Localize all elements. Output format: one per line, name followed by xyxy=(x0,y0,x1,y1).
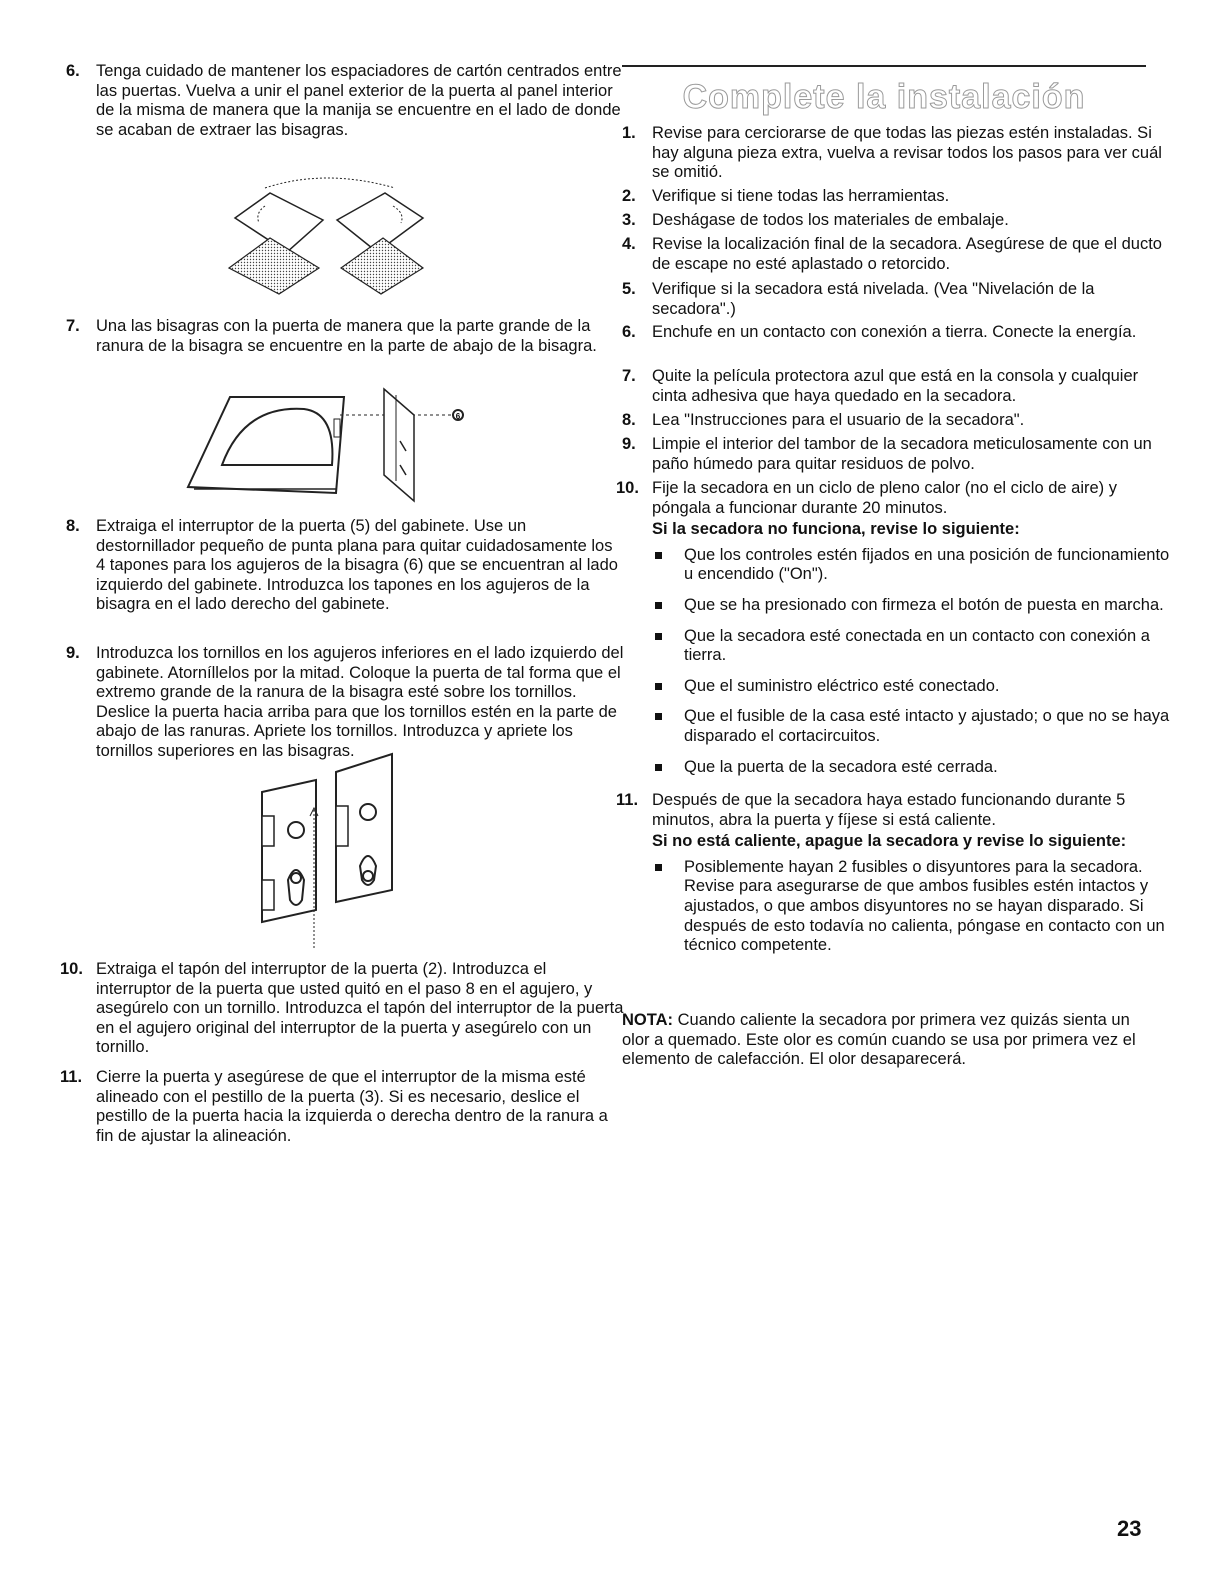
step-4-right xyxy=(622,235,1176,274)
step-number: 9. xyxy=(66,644,80,662)
step-text: Fije la secadora en un ciclo de pleno calor (no el ciclo de aire) y póngala a funcionar durante 20 minutos. xyxy=(652,479,1117,517)
figure-callout: 6 xyxy=(455,412,461,421)
step-text: Cierre la puerta y asegúrese de que el interruptor de la misma esté alineado con el pestillo de la puerta (3). Si es necesario, deslice el pestillo de la puerta hacia la izquierda o derecha dentro de la ranura a fin de ajustar la alineación. xyxy=(96,1068,608,1145)
step-8-right xyxy=(622,411,1176,431)
hinge-door-illustration xyxy=(184,385,484,505)
page-number: 23 xyxy=(1117,1516,1142,1541)
note-paragraph xyxy=(622,1011,1146,1070)
list-item: Posiblemente hayan 2 fusibles o disyuntores para la secadora. Revise para asegurarse de que ambos fusibles estén intactos y ajustados, o que ambos disyuntores no se hayan disparado. Si después de esto todavía no calienta, póngase en contacto con un técnico competente. xyxy=(652,858,1176,956)
hinges-screws-illustration xyxy=(256,750,406,950)
step-text: Extraiga el tapón del interruptor de la puerta (2). Introduzca el interruptor de la puerta que usted quitó en el paso 8 en el agujero, y asegúrelo con un tornillo. Introduzca el tapón del interruptor de la puerta en el agujero original del interruptor de la puerta y asegúrelo con un tornillo. xyxy=(96,960,624,1057)
step-7-right xyxy=(622,367,1176,406)
troubleshoot-heading: Si no está caliente, apague la secadora y revise lo siguiente: xyxy=(652,832,1127,851)
step-number: 2. xyxy=(622,187,636,205)
step-text: Revise para cerciorarse de que todas las piezas estén instaladas. Si hay alguna pieza extra, vuelva a revisar todos los pasos para ver cuál se omitió. xyxy=(652,124,1162,182)
step-text: Lea "Instrucciones para el usuario de la secadora". xyxy=(652,411,1025,429)
step-number: 8. xyxy=(622,411,636,429)
door-panels-illustration xyxy=(225,168,435,300)
list-item: Que el suministro eléctrico esté conectado. xyxy=(652,677,1176,697)
section-rule xyxy=(622,65,1146,67)
step-text: Introduzca los tornillos en los agujeros inferiores en el lado izquierdo del gabinete. Atorníllelos por la mitad. Coloque la puerta de tal forma que el extremo grande de la ranura de la bisagra esté sobre los tornillos. Deslice la puerta hacia arriba para que los tornillos estén en la parte de abajo de las ranuras. Apriete los tornillos. Introduzca y apriete los tornillos superiores en las bisagras. xyxy=(96,644,624,760)
step-10-right xyxy=(616,479,1176,788)
step-8-left xyxy=(66,517,624,615)
step-number: 8. xyxy=(66,517,80,535)
section-title: Complete la instalación xyxy=(682,78,1086,116)
step-number: 9. xyxy=(622,435,636,453)
step-1-right xyxy=(622,124,1176,183)
step-text: Después de que la secadora haya estado funcionando durante 5 minutos, abra la puerta y fíjese si está caliente. xyxy=(652,791,1126,829)
step-text: Limpie el interior del tambor de la secadora meticulosamente con un paño húmedo para quitar residuos de polvo. xyxy=(652,435,1152,473)
step-6-right xyxy=(622,323,1176,343)
step-number: 10. xyxy=(616,479,639,497)
step-number: 5. xyxy=(622,280,636,298)
bullet-list xyxy=(652,546,1176,777)
step-text: Tenga cuidado de mantener los espaciadores de cartón centrados entre las puertas. Vuelva a unir el panel exterior de la puerta al panel interior de la misma de manera que la manija se encuentre en el lado de donde se acaban de extraer las bisagras. xyxy=(96,62,622,139)
step-text: Enchufe en un contacto con conexión a tierra. Conecte la energía. xyxy=(652,323,1137,341)
step-9-right xyxy=(622,435,1176,474)
step-11-right xyxy=(616,791,1176,967)
step-number: 11. xyxy=(616,791,639,809)
step-text: Verifique si la secadora está nivelada. (Vea "Nivelación de la secadora".) xyxy=(652,280,1095,318)
step-text: Revise la localización final de la secadora. Asegúrese de que el ducto de escape no esté aplastado o retorcido. xyxy=(652,235,1162,273)
step-number: 1. xyxy=(622,124,636,142)
step-text: Deshágase de todos los materiales de embalaje. xyxy=(652,211,1009,229)
list-item: Que los controles estén fijados en una posición de funcionamiento u encendido ("On"). xyxy=(652,546,1176,585)
step-text: Quite la película protectora azul que está en la consola y cualquier cinta adhesiva que haya quedado en la secadora. xyxy=(652,367,1139,405)
list-item: Que se ha presionado con firmeza el botón de puesta en marcha. xyxy=(652,596,1176,616)
step-number: 6. xyxy=(622,323,636,341)
step-7-left xyxy=(66,317,624,356)
list-item: Que el fusible de la casa esté intacto y ajustado; o que no se haya disparado el cortacircuitos. xyxy=(652,707,1176,746)
step-number: 7. xyxy=(622,367,636,385)
step-text: Extraiga el interruptor de la puerta (5) del gabinete. Use un destornillador pequeño de punta plana para quitar cuidadosamente los 4 tapones para los agujeros de la bisagra (6) que se encuentran al lado izquierdo del gabinete. Introduzca los tapones en los agujeros de la bisagra en el lado derecho del gabinete. xyxy=(96,517,618,614)
troubleshoot-heading: Si la secadora no funciona, revise lo siguiente: xyxy=(652,520,1020,539)
step-9-left xyxy=(66,644,624,762)
step-2-right xyxy=(622,187,1176,207)
step-text: Una las bisagras con la puerta de manera que la parte grande de la ranura de la bisagra se encuentre en la parte de abajo de la bisagra. xyxy=(96,317,597,355)
step-11-left xyxy=(60,1068,624,1146)
step-number: 10. xyxy=(60,960,83,978)
step-number: 7. xyxy=(66,317,80,335)
step-3-right xyxy=(622,211,1176,231)
note-text: Cuando caliente la secadora por primera vez quizás sienta un olor a quemado. Este olor es común cuando se usa por primera vez el elemento de calefacción. El olor desaparecerá. xyxy=(622,1011,1136,1069)
list-item: Que la puerta de la secadora esté cerrada. xyxy=(652,758,1176,778)
step-text: Verifique si tiene todas las herramientas. xyxy=(652,187,950,205)
step-10-left xyxy=(60,960,624,1058)
list-item: Que la secadora esté conectada en un contacto con conexión a tierra. xyxy=(652,627,1176,666)
note-label: NOTA: xyxy=(622,1011,674,1029)
step-number: 11. xyxy=(60,1068,83,1086)
step-number: 3. xyxy=(622,211,636,229)
step-6-left xyxy=(66,62,624,140)
step-number: 6. xyxy=(66,62,80,80)
bullet-list xyxy=(652,858,1176,956)
step-number: 4. xyxy=(622,235,636,253)
step-5-right xyxy=(622,280,1176,319)
